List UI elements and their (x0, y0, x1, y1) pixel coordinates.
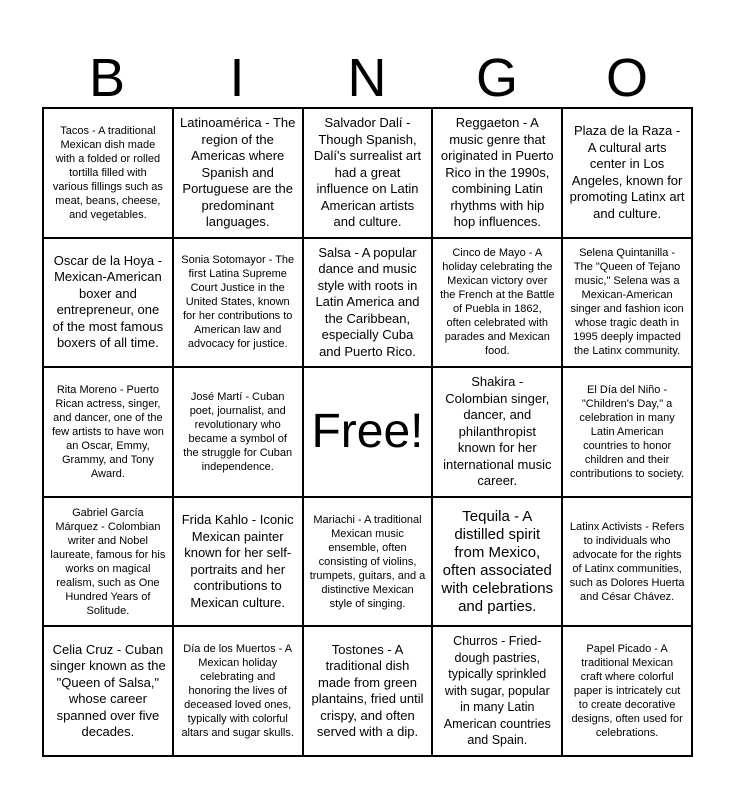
header-letter-g: G (475, 48, 518, 108)
cell-text: Papel Picado - A traditional Mexican craft where colorful paper is intricately cut to create decorative designs, often used for celebrations. (571, 643, 683, 740)
cell-text: Sonia Sotomayor - The first Latina Supreme Court Justice in the United States, known for her contributions to American law and advocacy for justice. (181, 254, 295, 351)
bingo-cell[interactable] (432, 626, 562, 756)
bingo-cell[interactable] (303, 497, 433, 627)
cell-text: El Día del Niño - "Children's Day," a celebration in many Latin American countries to honor children and their contributions to society. (570, 383, 685, 480)
cell-text: Selena Quintanilla - The "Queen of Tejano music," Selena was a Mexican-American singer and fashion icon whose tragic death in 1995 deeply impacted the Latinx community. (570, 247, 684, 358)
bingo-cell[interactable] (173, 497, 303, 627)
cell-text: Frida Kahlo - Iconic Mexican painter known for her self-portraits and her contributions to Mexican culture. (181, 512, 294, 610)
cell-text: José Martí - Cuban poet, journalist, and revolutionary who became a symbol of the struggle for Cuban independence. (183, 390, 293, 473)
cell-text: Día de los Muertos - A Mexican holiday celebrating and honoring the lives of deceased loved ones, typically with colorful altars and sugar skulls. (181, 643, 294, 740)
header-letter-o: O (605, 48, 648, 108)
header-letter-n: N (347, 48, 387, 108)
cell-text: Churros - Fried-dough pastries, typically sprinkled with sugar, popular in many Latin American countries and Spain. (443, 634, 551, 748)
cell-text: Tacos - A traditional Mexican dish made with a folded or rolled tortilla filled with various fillings such as meat, beans, cheese, and vegetables. (52, 124, 163, 221)
bingo-cell[interactable] (303, 108, 433, 238)
bingo-cell[interactable] (562, 108, 692, 238)
bingo-cell[interactable] (432, 497, 562, 627)
cell-text: Plaza de la Raza - A cultural arts center in Los Angeles, known for promoting Latinx art and culture. (569, 123, 685, 221)
bingo-cell[interactable] (562, 626, 692, 756)
header-letter-i: I (229, 48, 245, 108)
cell-text: Tequila - A distilled spirit from Mexico, often associated with celebrations and parties. (441, 507, 554, 615)
bingo-cell[interactable] (43, 626, 173, 756)
cell-text: Latinoamérica - The region of the Americas where Spanish and Portuguese are the predominant languages. (180, 115, 296, 230)
bingo-cell[interactable] (173, 626, 303, 756)
cell-text: Gabriel García Márquez - Colombian writer and Nobel laureate, famous for his works on magical realism, such as One Hundred Years of Solitude. (50, 506, 166, 617)
bingo-cell[interactable] (303, 626, 433, 756)
free-space-cell[interactable] (303, 367, 433, 497)
cell-text: Cinco de Mayo - A holiday celebrating the Mexican victory over the French at the Battle of Puebla in 1862, often celebrated with parades and Mexican food. (440, 247, 555, 358)
cell-text: Salsa - A popular dance and music style with roots in Latin America and the Caribbean, especially Cuba and Puerto Rico. (315, 244, 420, 359)
cell-text: Oscar de la Hoya - Mexican-American boxer and entrepreneur, one of the most famous boxers of all time. (52, 252, 164, 351)
bingo-cell[interactable] (562, 497, 692, 627)
bingo-cell[interactable] (562, 367, 692, 497)
bingo-cell[interactable] (43, 238, 173, 368)
header-letter-b: B (88, 48, 126, 108)
cell-text: Rita Moreno - Puerto Rican actress, singer, and dancer, one of the few artists to have won an Oscar, Emmy, Grammy, and Tony Award. (51, 383, 164, 480)
bingo-cell[interactable] (432, 367, 562, 497)
bingo-cell[interactable] (43, 497, 173, 627)
cell-text: Celia Cruz - Cuban singer known as the "Queen of Salsa," whose career spanned over five decades. (50, 641, 166, 740)
free-space-text: Free! (311, 404, 424, 458)
bingo-cell[interactable] (432, 238, 562, 368)
bingo-cell[interactable] (432, 108, 562, 238)
cell-text: Shakira - Colombian singer, dancer, and philanthropist known for her international music career. (443, 374, 552, 489)
bingo-cell[interactable] (173, 108, 303, 238)
cell-text: Tostones - A traditional dish made from green plantains, fried until crispy, and often served with a dip. (311, 641, 424, 740)
cell-text: Latinx Activists - Refers to individuals who advocate for the rights of Latinx communities, such as Dolores Huerta and César Chávez. (569, 520, 685, 603)
bingo-card-grid (42, 107, 693, 757)
cell-text: Mariachi - A traditional Mexican music ensemble, often consisting of violins, trumpets, guitars, and a distinctive Mexican style of singing. (309, 513, 426, 610)
bingo-cell[interactable] (562, 238, 692, 368)
bingo-cell[interactable] (173, 367, 303, 497)
cell-text: Salvador Dalí - Though Spanish, Dalí's surrealist art had a great influence on Latin American artists and culture. (313, 115, 422, 230)
bingo-cell[interactable] (43, 367, 173, 497)
bingo-cell[interactable] (303, 238, 433, 368)
bingo-header (42, 48, 693, 108)
cell-text: Reggaeton - A music genre that originated in Puerto Rico in the 1990s, combining Latin rhythms with hip hop influences. (440, 115, 554, 230)
bingo-cell[interactable] (173, 238, 303, 368)
bingo-cell[interactable] (43, 108, 173, 238)
